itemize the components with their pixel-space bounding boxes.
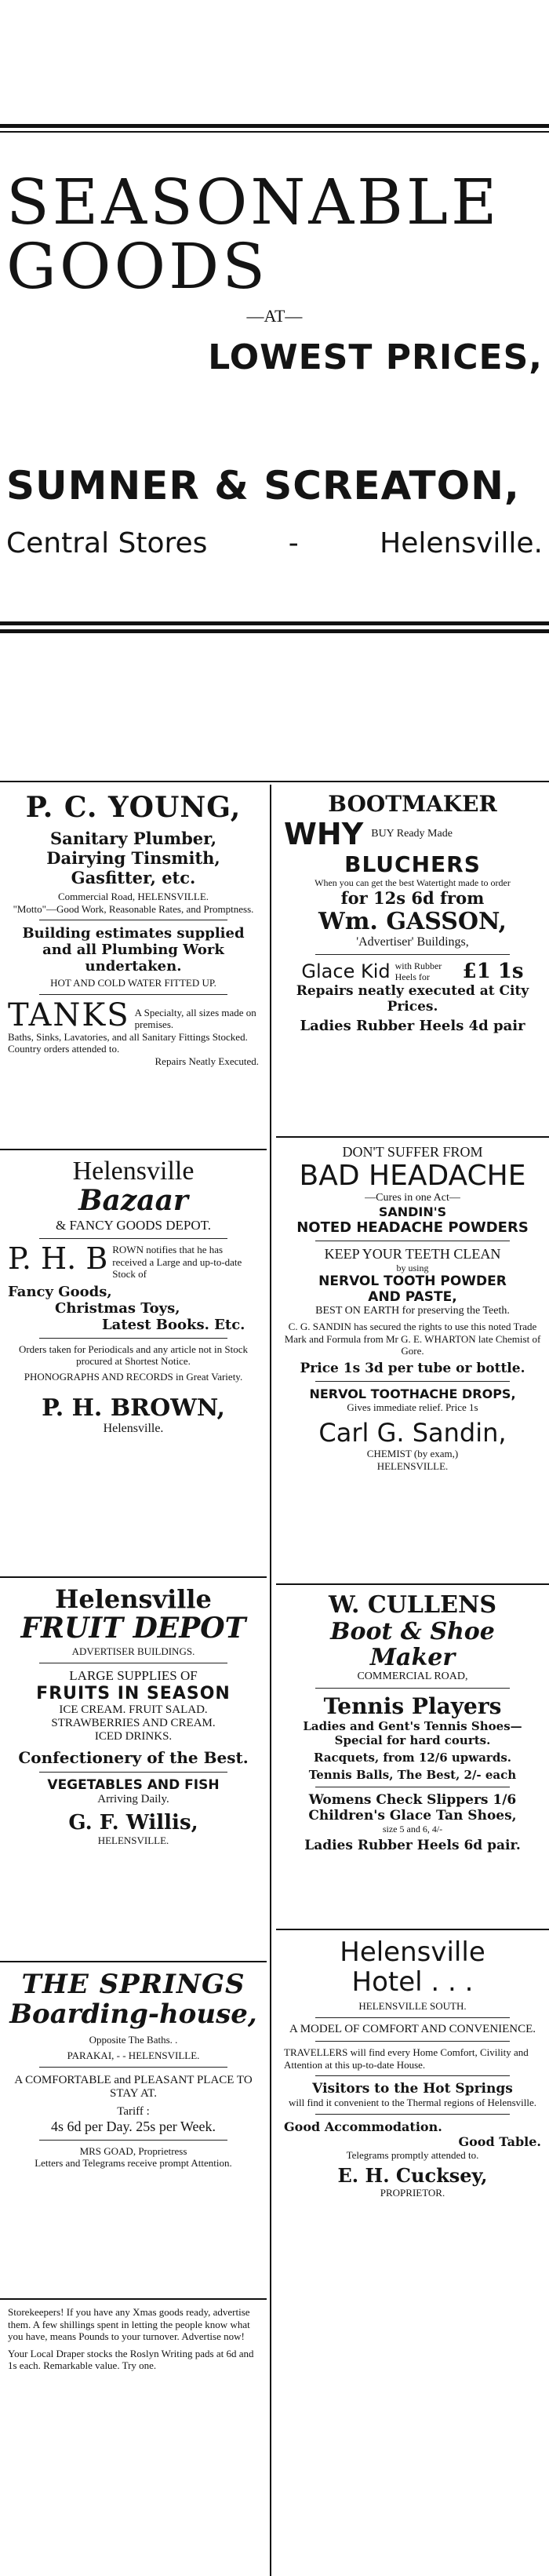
glace-line — [284, 960, 541, 983]
sandin-keep: KEEP YOUR TEETH CLEAN — [324, 1245, 501, 1262]
bazaar-ph: P. H. B — [8, 1241, 108, 1276]
seasonable-heading: SEASONABLE — [6, 166, 500, 239]
separator — [39, 2067, 227, 2068]
sandin-chemist: CHEMIST (by exam,) — [366, 1448, 459, 1460]
bazaar-intro-block — [8, 1241, 259, 1281]
gasson-head: BOOTMAKER — [328, 791, 497, 817]
bazaar-title-2: Bazaar — [78, 1184, 188, 1217]
fruit-sub: ADVERTISER BUILDINGS. — [71, 1645, 195, 1657]
hotel-visitors: Visitors to the Hot Springs — [312, 2081, 513, 2097]
sandin-toothache: NERVOL TOOTHACHE DROPS, — [309, 1386, 516, 1401]
young-repairs: Repairs Neatly Executed. — [155, 1055, 259, 1067]
column-divider — [270, 785, 271, 2576]
fruit-items-3: ICED DRINKS. — [94, 1729, 173, 1743]
separator — [39, 1772, 227, 1773]
lowest-prices: LOWEST PRICES, — [208, 337, 543, 377]
young-motto: "Motto"—Good Work, Reasonable Rates, and Promptness. — [13, 902, 254, 915]
separator — [315, 954, 510, 955]
fruit-veg: VEGETABLES AND FISH — [47, 1776, 220, 1793]
springs-title-1: THE SPRINGS — [21, 1969, 245, 2000]
gasson-repairs: Repairs neatly executed at City Prices. — [296, 983, 529, 1015]
gasson-name: Wm. GASSON, — [318, 908, 507, 936]
hotel-south: HELENSVILLE SOUTH. — [358, 2000, 467, 2013]
hotel-travellers: TRAVELLERS will find every Home Comfort, Civility and Attention at this up-to-date House. — [284, 2046, 529, 2071]
young-building: Building estimates supplied and all Plumbing Work undertaken. — [22, 925, 245, 975]
sandin-headache: BAD HEADACHE — [299, 1160, 526, 1192]
fruit-items-2: STRAWBERRIES AND CREAM. — [51, 1716, 216, 1729]
bazaar-item-1: Fancy Goods, — [8, 1283, 112, 1300]
storekeepers-notice — [0, 2300, 267, 2380]
fruit-confectionery: Confectionery of the Best. — [18, 1747, 249, 1767]
cullens-heels: Ladies Rubber Heels 6d pair. — [304, 1838, 521, 1854]
sandin-price: Price 1s 3d per tube or bottle. — [300, 1360, 525, 1376]
tanks-line — [8, 997, 259, 1033]
fruit-town: HELENSVILLE. — [97, 1834, 169, 1846]
cullens-name: W. CULLENS — [328, 1591, 497, 1619]
cullens-balls: Tennis Balls, The Best, 2/- each — [308, 1768, 517, 1782]
young-country: Country orders attended to. — [8, 1043, 120, 1055]
gasson-ladies: Ladies Rubber Heels 4d pair — [300, 1018, 525, 1035]
location-dash: - — [288, 527, 299, 559]
gasson-glace-price: £1 1s — [462, 960, 524, 984]
hotel-telegrams: Telegrams promptly attended to. — [346, 2148, 479, 2161]
gasson-buy: BUY Ready Made — [371, 828, 453, 840]
fruit-daily: Arriving Daily. — [97, 1792, 169, 1805]
springs-letters: Letters and Telegrams receive prompt Attention. — [35, 2157, 232, 2170]
draper-text: Your Local Draper stocks the Roslyn Writing pads at 6d and 1s each. Remarkable value. Try one. — [8, 2347, 254, 2372]
sandin-town: HELENSVILLE. — [376, 1459, 449, 1472]
springs-ad — [0, 1962, 267, 2300]
sandin-powders: NOTED HEADACHE POWDERS — [296, 1219, 529, 1236]
sandin-nervol: NERVOL TOOTH POWDER — [318, 1273, 507, 1289]
young-water: HOT AND COLD WATER FITTED UP. — [50, 977, 216, 989]
springs-opp: Opposite The Baths. . — [89, 2034, 178, 2046]
cullens-road: COMMERCIAL ROAD, — [357, 1671, 468, 1682]
young-plumber-ad — [0, 785, 267, 1150]
tanks-desc: A Specialty, all sizes made on premises. — [134, 1006, 256, 1031]
cullens-sizes: size 5 and 6, 4/- — [382, 1824, 443, 1835]
fruit-items-1: ICE CREAM. FRUIT SALAD. — [59, 1703, 208, 1716]
separator — [39, 2140, 227, 2141]
hotel-proprietor: PROPRIETOR. — [380, 2187, 445, 2199]
fruit-title-1: Helensville — [55, 1584, 212, 1614]
bazaar-sub: & FANCY GOODS DEPOT. — [55, 1218, 212, 1233]
separator — [315, 2075, 510, 2076]
mid-rule-2 — [0, 629, 549, 633]
young-name: P. C. YOUNG, — [25, 791, 242, 824]
young-trade-2: Dairying Tinsmith, — [46, 848, 220, 868]
separator — [315, 2041, 510, 2042]
cullens-slippers: Womens Check Slippers 1/6 — [308, 1792, 517, 1808]
cullens-racquets: Racquets, from 12/6 upwards. — [314, 1751, 511, 1765]
separator — [315, 1381, 510, 1382]
sandin-owner: Carl G. Sandin, — [318, 1418, 507, 1448]
cullens-trade: Boot & Shoe Maker — [330, 1618, 495, 1671]
bazaar-ad — [0, 1150, 267, 1578]
bazaar-phono: PHONOGRAPHS AND RECORDS in Great Variety. — [24, 1370, 243, 1383]
bazaar-title-1: Helensville — [72, 1157, 195, 1186]
top-rule — [0, 124, 549, 128]
springs-place: PARAKAI, - - HELENSVILLE. — [67, 2049, 200, 2061]
hotel-title-2: Hotel . . . — [351, 1966, 474, 1998]
mid-rule — [0, 621, 549, 625]
sandin-chemist-ad — [276, 1138, 549, 1585]
separator — [315, 2017, 510, 2018]
cullens-shoes: Ladies and Gent's Tennis Shoes—Special for hard courts. — [303, 1719, 522, 1747]
fruit-title-2: FRUIT DEPOT — [20, 1612, 246, 1645]
young-fittings: Baths, Sinks, Lavatories, and all Sanitary Fittings Stocked. — [8, 1030, 248, 1043]
right-column — [276, 785, 549, 2207]
top-rule-thin — [0, 131, 549, 133]
bazaar-item-2: Christmas Toys, — [55, 1299, 180, 1317]
sandin-dont: DON'T SUFFER FROM — [342, 1144, 483, 1160]
young-trade-1: Sanitary Plumber, — [49, 829, 217, 848]
young-address: Commercial Road, HELENSVILLE. — [57, 891, 209, 902]
springs-prop: MRS GOAD, Proprietress — [79, 2144, 187, 2157]
separator — [39, 994, 227, 995]
sandin-name-label: SANDIN'S — [378, 1204, 447, 1219]
left-column — [0, 785, 267, 2380]
separator — [39, 1238, 227, 1239]
cullens-childrens: Children's Glace Tan Shoes, — [308, 1808, 517, 1824]
gasson-why: WHY — [284, 817, 364, 851]
separator — [39, 1338, 227, 1339]
fruit-supplies: LARGE SUPPLIES OF — [69, 1667, 198, 1683]
tanks-title: TANKS — [8, 997, 130, 1033]
storekeepers-text: Storekeepers! If you have any Xmas goods ready, advertise them. A few shillings spent in letting the people know what you have, means Pounds to your turnover. Advertise now! — [8, 2306, 250, 2343]
hotel-owner: E. H. Cucksey, — [337, 2164, 488, 2188]
sandin-secured: C. G. SANDIN has secured the rights to use this noted Trade Mark and Formula from Mr G. E. WHARTON late Chemist of Gore. — [284, 1320, 541, 1357]
helensville: Helensville. — [380, 527, 543, 559]
bazaar-item-3: Latest Books. Etc. — [102, 1316, 245, 1333]
springs-comfort: A COMFORTABLE and PLEASANT PLACE TO STAY AT. — [14, 2073, 253, 2100]
sandin-cures: —Cures in one Act— — [365, 1191, 460, 1204]
gasson-glace: Glace Kid — [301, 960, 391, 983]
gasson-price: for 12s 6d from — [340, 888, 485, 909]
separator — [315, 2114, 510, 2115]
sandin-relief: Gives immediate relief. Price 1s — [347, 1401, 478, 1413]
firm-name: SUMNER & SCREATON, — [6, 463, 520, 508]
bazaar-intro: ROWN notifies that he has received a Large and up-to-date Stock of — [112, 1244, 242, 1281]
sandin-paste: AND PASTE, — [368, 1288, 457, 1305]
columns-rule — [0, 781, 549, 782]
bazaar-town: Helensville. — [103, 1421, 164, 1435]
fruit-owner: G. F. Willis, — [68, 1810, 198, 1835]
hotel-title-1: Helensville — [340, 1937, 485, 1968]
helensville-hotel-ad — [276, 1930, 549, 2207]
bazaar-orders: Orders taken for Periodicals and any article not in Stock procured at Shortest Notice. — [18, 1343, 249, 1368]
gasson-rubber: with Rubber Heels for — [394, 960, 442, 983]
young-trade-3: Gasfitter, etc. — [71, 868, 196, 887]
cullens-tennis: Tennis Players — [323, 1693, 502, 1719]
at-label: —AT— — [246, 306, 303, 326]
sandin-byusing: by using — [396, 1262, 429, 1273]
gasson-bluchers: BLUCHERS — [344, 851, 481, 877]
fruit-season: FRUITS IN SEASON — [36, 1683, 231, 1703]
gasson-address: 'Advertiser' Buildings, — [356, 935, 469, 949]
springs-tariff: Tariff : — [117, 2104, 150, 2118]
sandin-best: BEST ON EARTH for preserving the Teeth. — [315, 1304, 510, 1317]
why-line — [284, 817, 541, 851]
springs-rates: 4s 6d per Day. 25s per Week. — [51, 2118, 216, 2134]
hotel-convenient: will find it convenient to the Thermal regions of Helensville. — [288, 2097, 537, 2109]
fruit-depot-ad — [0, 1578, 267, 1962]
hotel-good: Good Accommodation. — [284, 2119, 442, 2134]
central-stores: Central Stores — [6, 527, 208, 559]
location-line — [6, 527, 543, 559]
cullens-ad — [276, 1585, 549, 1930]
gasson-bootmaker-ad — [276, 785, 549, 1138]
goods-heading: GOODS — [6, 230, 269, 303]
springs-title-2: Boarding-house, — [9, 1998, 257, 2030]
gasson-when: When you can get the best Watertight made to order — [314, 877, 511, 888]
hotel-table: Good Table. — [458, 2133, 541, 2149]
hotel-model: A MODEL OF COMFORT AND CONVENIENCE. — [289, 2022, 536, 2035]
separator — [315, 1688, 510, 1689]
bazaar-owner: P. H. BROWN, — [42, 1394, 225, 1422]
